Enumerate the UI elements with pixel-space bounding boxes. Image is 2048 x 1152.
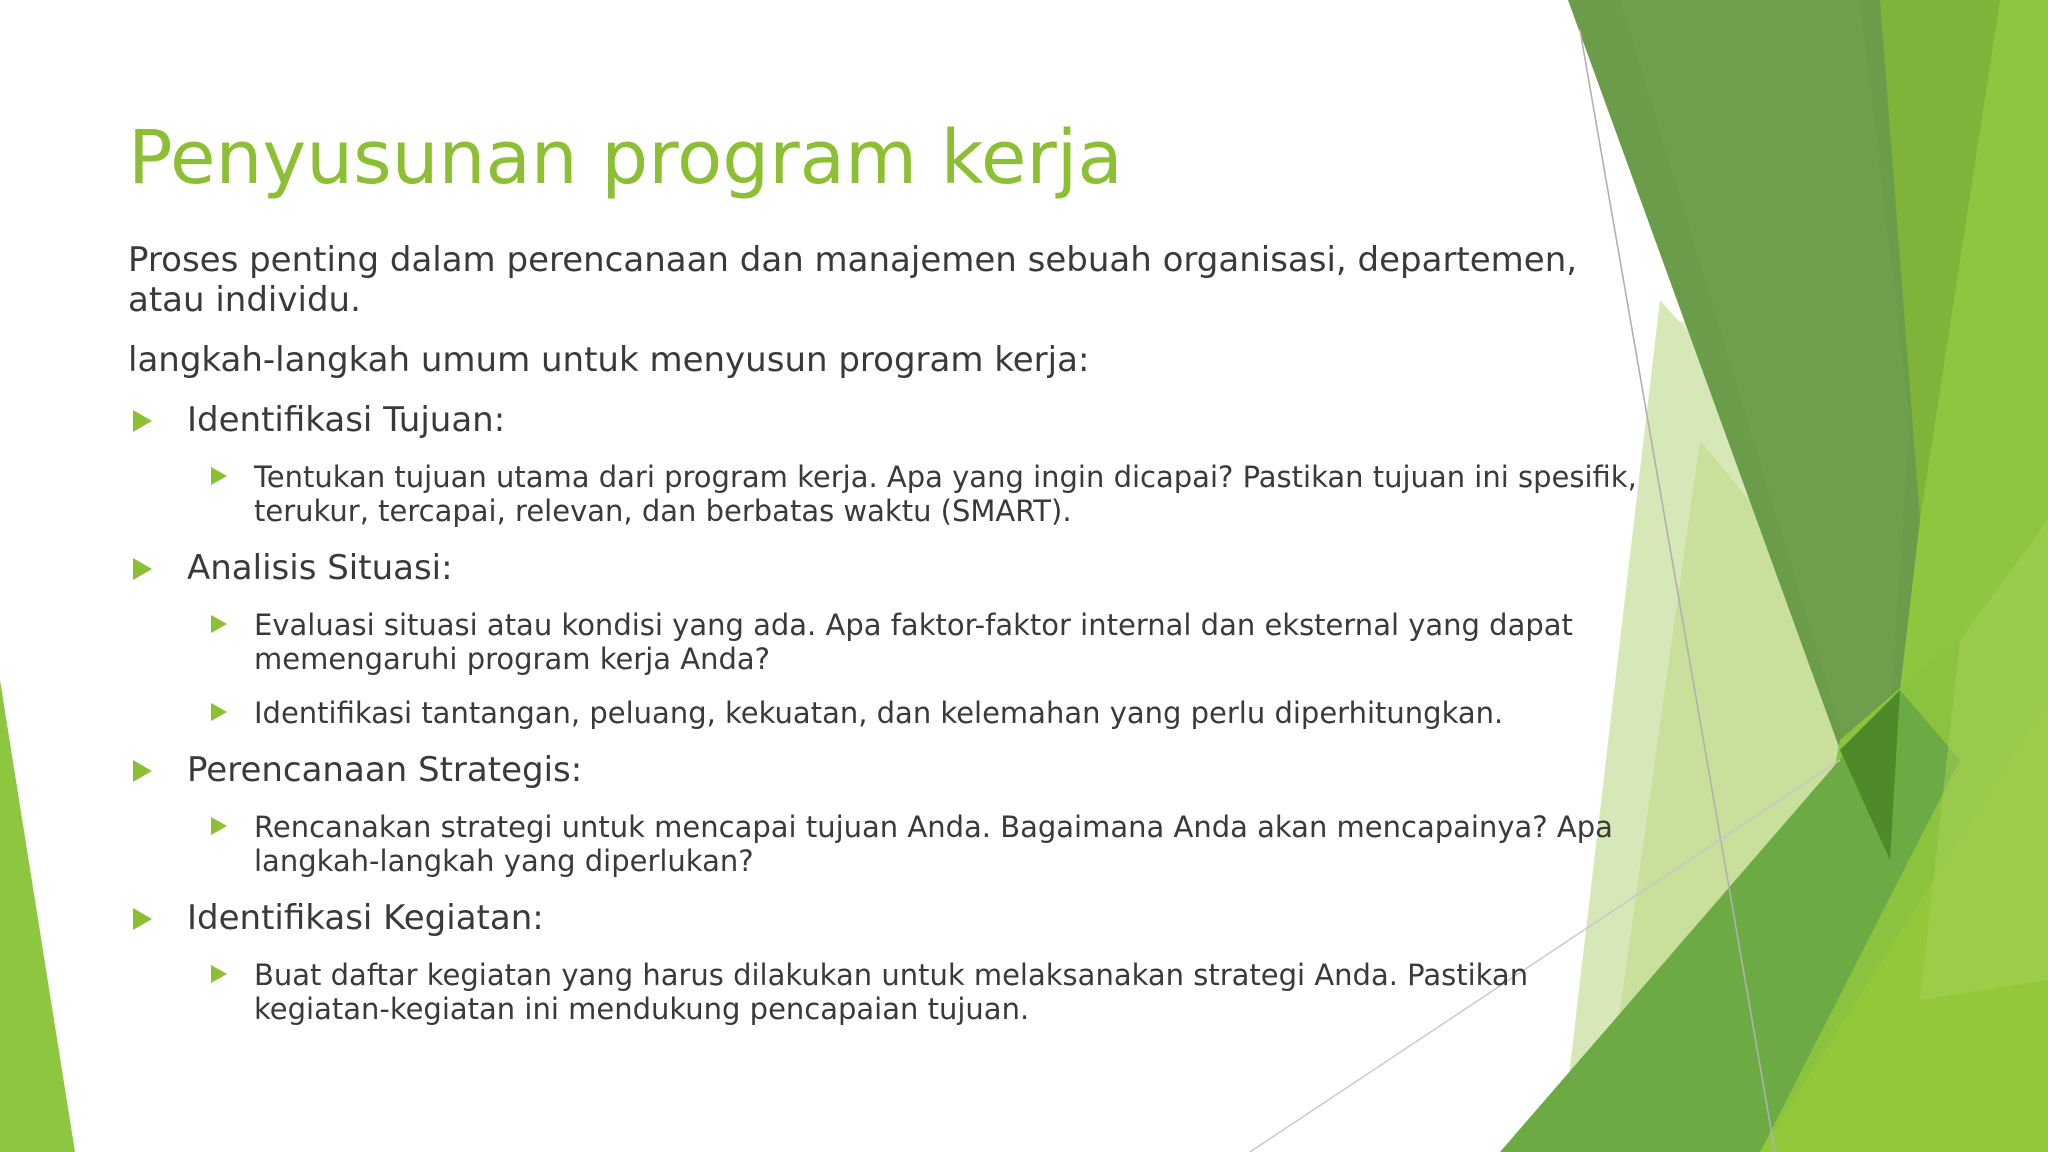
step-item (128, 548, 1658, 588)
step-point (128, 810, 1658, 878)
step-point (128, 608, 1658, 676)
triangle-right-icon (211, 615, 227, 633)
step-points (128, 810, 1658, 878)
step-heading: Analisis Situasi: (187, 548, 453, 588)
step-points (128, 460, 1658, 528)
triangle-right-icon (133, 908, 152, 930)
triangle-right-icon (211, 703, 227, 721)
step-point-text: Tentukan tujuan utama dari program kerja. Apa yang ingin dicapai? Pastikan tujuan ini spesifik, terukur, tercapai, relevan, dan berbatas waktu (SMART). (254, 460, 1637, 528)
slide-body (128, 240, 1658, 1046)
step-point-text: Buat daftar kegiatan yang harus dilakukan untuk melaksanakan strategi Anda. Pastikan kegiatan-kegiatan ini mendukung pencapaian tujuan. (254, 958, 1529, 1026)
step-point-text: Identifikasi tantangan, peluang, kekuatan, dan kelemahan yang perlu diperhitungkan. (254, 696, 1504, 730)
step-points (128, 958, 1658, 1026)
step-points (128, 608, 1658, 730)
step-point-text: Evaluasi situasi atau kondisi yang ada. Apa faktor-faktor internal dan eksternal yang dapat memengaruhi program kerja Anda? (254, 608, 1573, 676)
slide-title: Penyusunan program kerja (128, 115, 1123, 201)
step-point (128, 696, 1658, 730)
step-point-text: Rencanakan strategi untuk mencapai tujuan Anda. Bagaimana Anda akan mencapainya? Apa langkah-langkah yang diperlukan? (254, 810, 1613, 878)
triangle-right-icon (133, 760, 152, 782)
step-heading: Identifikasi Tujuan: (187, 400, 506, 440)
step-heading: Perencanaan Strategis: (187, 750, 583, 790)
triangle-right-icon (211, 467, 227, 485)
steps-list (128, 400, 1658, 1026)
intro-paragraph: Proses penting dalam perencanaan dan manajemen sebuah organisasi, departemen, atau individu. (128, 240, 1578, 320)
step-heading: Identifikasi Kegiatan: (187, 898, 544, 938)
left-green-facet (0, 680, 75, 1152)
step-item (128, 400, 1658, 440)
triangle-right-icon (211, 817, 227, 835)
step-item (128, 898, 1658, 938)
triangle-right-icon (133, 558, 152, 580)
triangle-right-icon (211, 965, 227, 983)
step-point (128, 958, 1658, 1026)
lead-paragraph: langkah-langkah umum untuk menyusun program kerja: (128, 340, 1090, 380)
step-item (128, 750, 1658, 790)
triangle-right-icon (133, 410, 152, 432)
step-point (128, 460, 1658, 528)
